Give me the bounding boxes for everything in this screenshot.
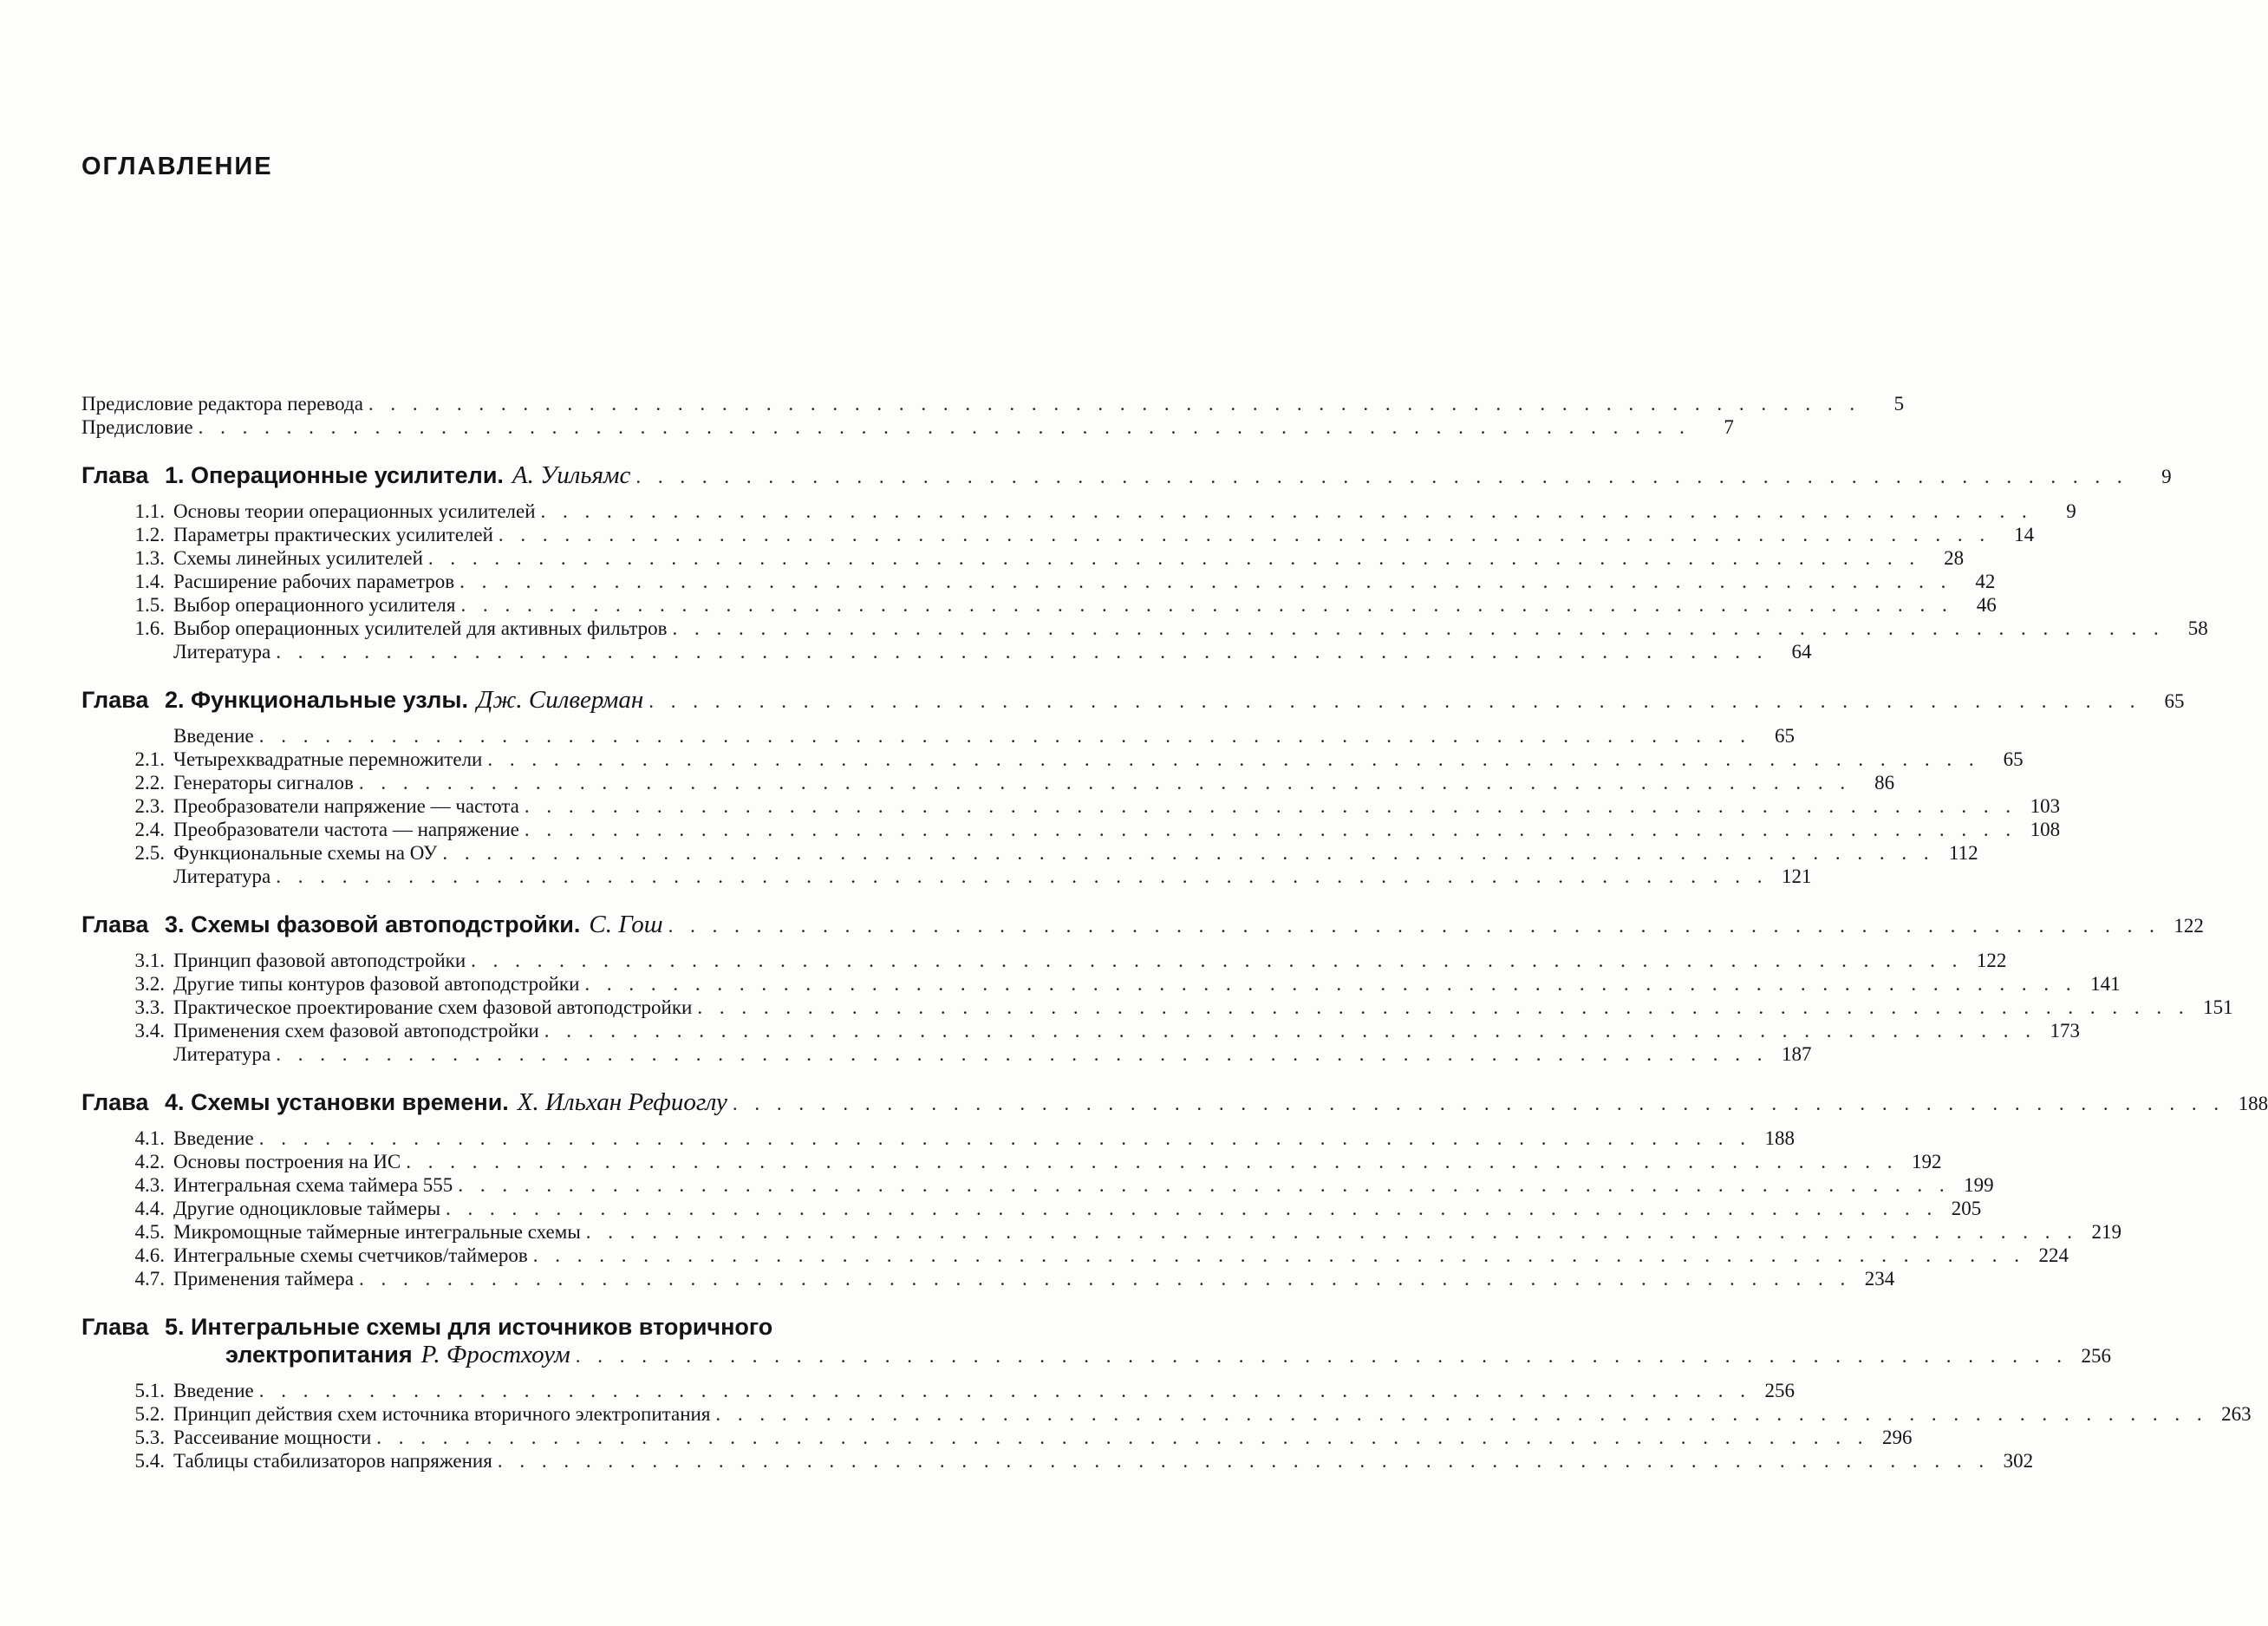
section-list: [81, 949, 2233, 1066]
page-number: 188: [1764, 1127, 1795, 1149]
toc-section-entry[interactable]: [81, 1126, 1795, 1150]
entry-label: Литература: [173, 641, 271, 663]
dot-leader: [635, 463, 2128, 491]
section-list: [81, 1126, 2122, 1290]
dot-leader: [584, 972, 2076, 996]
toc-section-entry[interactable]: [81, 724, 1795, 748]
entry-label: Таблицы стабилизаторов напряжения: [173, 1450, 492, 1472]
section-number: 4.1.: [134, 1127, 165, 1149]
page-number: 263: [2221, 1403, 2252, 1425]
section-number: 2.3.: [134, 795, 165, 817]
entry-label: Практическое проектирование схем фазовой автоподстройки: [173, 996, 693, 1018]
toc-section-entry[interactable]: [81, 1150, 1942, 1173]
toc-section-entry[interactable]: [81, 1402, 2252, 1426]
entry-label: Другие типы контуров фазовой автоподстройки: [173, 973, 580, 995]
toc-section-entry[interactable]: [81, 818, 2061, 841]
page-number: 187: [1782, 1043, 1812, 1065]
dot-leader: [544, 1019, 2037, 1042]
page-number: 9: [2066, 500, 2076, 522]
chapter-author: Х. Ильхан Рефиоглу: [517, 1088, 727, 1116]
page-number: 296: [1882, 1427, 1913, 1448]
page-number: 234: [1864, 1268, 1895, 1290]
section-number: 2.4.: [134, 819, 165, 840]
toc-section-entry[interactable]: [81, 865, 1812, 888]
toc-section-entry[interactable]: [81, 617, 2208, 640]
entry-label: Выбор операционных усилителей для активных фильтров: [173, 617, 668, 639]
page-number: 122: [1976, 950, 2007, 971]
section-number: 5.1.: [134, 1380, 165, 1401]
page-number: 141: [2090, 973, 2121, 995]
toc-section-entry[interactable]: [81, 771, 1895, 794]
toc-section-entry[interactable]: [81, 1379, 1795, 1402]
toc-section-entry[interactable]: [81, 794, 2061, 818]
page-number: 46: [1976, 594, 1997, 616]
entry-label: Литература: [173, 1043, 271, 1065]
section-number: 4.4.: [134, 1198, 165, 1219]
dot-leader: [715, 1402, 2207, 1426]
section-number: 2.2.: [134, 772, 165, 793]
chapter-author: А. Уильямс: [512, 461, 631, 489]
chapter-word: Глава: [81, 1089, 149, 1115]
toc-section-entry[interactable]: [81, 1019, 2080, 1042]
entry-label: Четырехквадратные перемножители: [173, 748, 483, 770]
toc-section-entry[interactable]: [81, 1197, 1982, 1220]
toc-section-entry[interactable]: [81, 1042, 1812, 1066]
section-number: 2.5.: [134, 842, 165, 864]
dot-leader: [276, 1042, 1768, 1066]
page-number: 256: [2081, 1345, 2112, 1367]
entry-label: Другие одноцикловые таймеры: [173, 1198, 441, 1219]
dot-leader: [368, 392, 1861, 415]
toc-section-entry[interactable]: [81, 546, 1965, 570]
toc-front-entry[interactable]: [81, 392, 1905, 415]
dot-leader: [525, 818, 2017, 841]
entry-label: Применения схем фазовой автоподстройки: [173, 1020, 539, 1042]
dot-leader: [276, 865, 1768, 888]
chapter-title: Схемы фазовой автоподстройки.: [191, 911, 581, 937]
page-number: 103: [2030, 795, 2061, 817]
entry-label: Интегральная схема таймера 555: [173, 1174, 453, 1196]
page-number: 9: [2161, 466, 2172, 487]
dot-leader: [199, 415, 1691, 439]
toc-section-entry[interactable]: [81, 841, 1978, 865]
section-number: 3.2.: [134, 973, 165, 995]
entry-label: Микромощные таймерные интегральные схемы: [173, 1221, 581, 1243]
page-number: 121: [1782, 865, 1812, 887]
dot-leader: [586, 1220, 2078, 1244]
page-number: 28: [1944, 547, 1965, 569]
chapter-title: Функциональные узлы.: [191, 687, 468, 713]
page-number: 108: [2030, 819, 2061, 840]
section-number: 3.4.: [134, 1020, 165, 1042]
section-number: 1.4.: [134, 571, 165, 592]
entry-label: Параметры практических усилителей: [173, 524, 493, 545]
entry-label: Основы теории операционных усилителей: [173, 500, 536, 522]
dot-leader: [576, 1342, 2068, 1370]
dot-leader: [487, 748, 1979, 771]
dot-leader: [499, 523, 1991, 546]
chapter-number: 1.: [165, 462, 185, 488]
section-list: [81, 500, 2208, 663]
chapter-title-line1: Интегральные схемы для источников вторичного: [191, 1314, 773, 1340]
entry-label: Применения таймера: [173, 1268, 354, 1290]
entry-label: Предисловие: [81, 416, 193, 438]
section-number: 4.5.: [134, 1221, 165, 1243]
dot-leader: [541, 500, 2033, 523]
dot-leader: [276, 640, 1768, 663]
page-number: 65: [2164, 690, 2185, 712]
section-list: [81, 724, 2061, 888]
dot-leader: [648, 688, 2141, 715]
section-list: [81, 1379, 2252, 1473]
toc-section-entry[interactable]: [81, 640, 1812, 663]
dot-leader: [525, 794, 2017, 818]
entry-label: Схемы линейных усилителей: [173, 547, 423, 569]
page-title: ОГЛАВЛЕНИЕ: [81, 153, 273, 180]
section-number: 5.2.: [134, 1403, 165, 1425]
entry-label: Литература: [173, 865, 271, 887]
chapter-word: Глава: [81, 687, 149, 713]
entry-label: Основы построения на ИС: [173, 1151, 401, 1172]
chapter-3: [81, 911, 2233, 1066]
chapter-author: Р. Фростхоум: [420, 1341, 570, 1368]
chapter-title-line2: электропитания: [225, 1342, 413, 1368]
dot-leader: [533, 1244, 2025, 1267]
section-number: 3.1.: [134, 950, 165, 971]
page-number: 173: [2050, 1020, 2080, 1042]
chapter-word: Глава: [81, 911, 149, 937]
chapter-1: [81, 461, 2208, 663]
table-of-contents: [81, 392, 2268, 1473]
chapter-number: 4.: [165, 1089, 185, 1115]
section-number: 1.1.: [134, 500, 165, 522]
toc-section-entry[interactable]: [81, 1220, 2122, 1244]
dot-leader: [733, 1090, 2225, 1118]
chapter-title: Операционные усилители.: [191, 462, 504, 488]
section-number: 4.2.: [134, 1151, 165, 1172]
dot-leader: [359, 1267, 1851, 1290]
dot-leader: [446, 1197, 1938, 1220]
dot-leader: [259, 724, 1751, 748]
page-number: 65: [1774, 725, 1795, 747]
page-number: 122: [2174, 915, 2204, 937]
entry-label: Введение: [173, 1380, 254, 1401]
entry-label: Принцип фазовой автоподстройки: [173, 950, 466, 971]
dot-leader: [471, 949, 1963, 972]
section-number: 1.6.: [134, 617, 165, 639]
page-number: 302: [2003, 1450, 2034, 1472]
dot-leader: [458, 1173, 1950, 1197]
entry-label: Принцип действия схем источника вторичного электропитания: [173, 1403, 711, 1425]
entry-label: Введение: [173, 1127, 254, 1149]
dot-leader: [498, 1449, 1990, 1473]
section-number: 4.7.: [134, 1268, 165, 1290]
dot-leader: [359, 771, 1851, 794]
page-number: 205: [1951, 1198, 1982, 1219]
chapter-heading[interactable]: [81, 1313, 2112, 1370]
chapter-word: Глава: [81, 462, 149, 488]
entry-label: Генераторы сигналов: [173, 772, 354, 793]
toc-section-entry[interactable]: [81, 1173, 1994, 1197]
toc-section-entry[interactable]: [81, 1267, 1895, 1290]
dot-leader: [460, 593, 1952, 617]
page-number: 224: [2038, 1244, 2069, 1266]
entry-label: Интегральные схемы счетчиков/таймеров: [173, 1244, 528, 1266]
page-number: 7: [1724, 416, 1734, 438]
chapter-author: Дж. Силверман: [476, 686, 644, 714]
page-number: 219: [2091, 1221, 2122, 1243]
chapter-list: [81, 461, 2268, 1473]
chapter-author: С. Гош: [589, 911, 663, 938]
toc-section-entry[interactable]: [81, 1449, 2034, 1473]
toc-section-entry[interactable]: [81, 996, 2233, 1019]
section-number: 1.5.: [134, 594, 165, 616]
page-number: 192: [1912, 1151, 1942, 1172]
toc-section-entry[interactable]: [81, 1426, 1913, 1449]
section-number: 4.3.: [134, 1174, 165, 1196]
dot-leader: [442, 841, 1934, 865]
toc-section-entry[interactable]: [81, 748, 2024, 771]
section-number: 2.1.: [134, 748, 165, 770]
dot-leader: [259, 1126, 1751, 1150]
chapter-heading[interactable]: [81, 911, 2204, 940]
section-number: 1.2.: [134, 524, 165, 545]
dot-leader: [673, 617, 2165, 640]
chapter-heading[interactable]: [81, 461, 2172, 491]
page-number: 86: [1874, 772, 1895, 793]
dot-leader: [428, 546, 1920, 570]
page-number: 188: [2238, 1093, 2268, 1114]
page-number: 112: [1948, 842, 1978, 864]
chapter-2: [81, 686, 2185, 888]
page-number: 14: [2014, 524, 2035, 545]
toc-section-entry[interactable]: [81, 500, 2076, 523]
toc-section-entry[interactable]: [81, 593, 1997, 617]
toc-front-entry[interactable]: [81, 415, 1734, 439]
section-number: 4.6.: [134, 1244, 165, 1266]
chapter-title: Схемы установки времени.: [191, 1089, 509, 1115]
chapter-word: Глава: [81, 1314, 149, 1340]
toc-section-entry[interactable]: [81, 570, 1996, 593]
chapter-number: 2.: [165, 687, 185, 713]
dot-leader: [376, 1426, 1868, 1449]
page-number: 151: [2203, 996, 2233, 1018]
page-number: 64: [1791, 641, 1812, 663]
chapter-number: 3.: [165, 911, 185, 937]
entry-label: Предисловие редактора перевода: [81, 393, 363, 415]
section-number: 5.3.: [134, 1427, 165, 1448]
entry-label: Рассеивание мощности: [173, 1427, 372, 1448]
entry-label: Расширение рабочих параметров: [173, 571, 455, 592]
section-number: 5.4.: [134, 1450, 165, 1472]
chapter-heading[interactable]: [81, 1088, 2268, 1118]
page-number: 42: [1975, 571, 1996, 592]
page-number: 5: [1893, 393, 1905, 415]
toc-section-entry[interactable]: [81, 972, 2121, 996]
dot-leader: [406, 1150, 1898, 1173]
entry-label: Введение: [173, 725, 254, 747]
entry-label: Функциональные схемы на ОУ: [173, 842, 438, 864]
page-number: 65: [2003, 748, 2024, 770]
page-number: 199: [1964, 1174, 1994, 1196]
toc-section-entry[interactable]: [81, 523, 2035, 546]
dot-leader: [459, 570, 1952, 593]
toc-section-entry[interactable]: [81, 1244, 2069, 1267]
section-number: 1.3.: [134, 547, 165, 569]
chapter-4: [81, 1088, 2268, 1290]
dot-leader: [668, 912, 2160, 940]
chapter-5: [81, 1313, 2252, 1473]
section-number: 3.3.: [134, 996, 165, 1018]
page-number: 256: [1764, 1380, 1795, 1401]
chapter-number: 5.: [165, 1314, 185, 1340]
entry-label: Преобразователи напряжение — частота: [173, 795, 519, 817]
entry-label: Преобразователи частота — напряжение: [173, 819, 519, 840]
toc-section-entry[interactable]: [81, 949, 2007, 972]
entry-label: Выбор операционного усилителя: [173, 594, 456, 616]
dot-leader: [697, 996, 2189, 1019]
page-number: 58: [2187, 617, 2208, 639]
chapter-heading[interactable]: [81, 686, 2185, 715]
dot-leader: [259, 1379, 1751, 1402]
